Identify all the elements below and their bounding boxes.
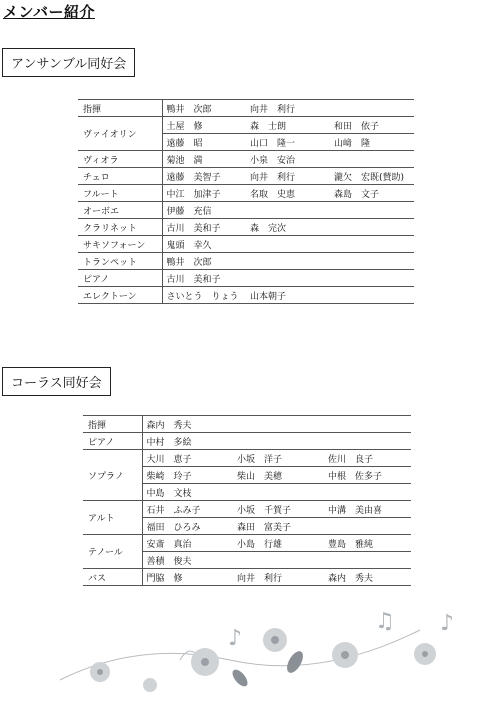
- member-name: [324, 518, 411, 535]
- member-name: [246, 202, 330, 219]
- flowers-and-music-notes-decoration: [0, 600, 480, 712]
- part-name: ヴィオラ: [78, 151, 162, 168]
- table-row: [78, 270, 414, 287]
- table-row: [78, 100, 414, 117]
- member-name: 山﨑 隆: [330, 134, 414, 151]
- part-name: アルト: [83, 501, 142, 535]
- part-name: チェロ: [78, 168, 162, 185]
- member-name: 菊池 満: [162, 151, 246, 168]
- member-name: 柴崎 玲子: [142, 467, 233, 484]
- member-name: 善積 俊夫: [142, 552, 233, 569]
- part-name: フルート: [78, 185, 162, 202]
- member-name: 古川 美和子: [162, 270, 246, 287]
- member-name: [324, 416, 411, 433]
- part-name: バス: [83, 569, 142, 586]
- member-name: 中村 多絵: [142, 433, 233, 450]
- member-name: 中江 加津子: [162, 185, 246, 202]
- member-name: 福田 ひろみ: [142, 518, 233, 535]
- ensemble-heading: アンサンブル同好会: [2, 48, 135, 77]
- part-name: クラリネット: [78, 219, 162, 236]
- member-name: 小島 行雄: [233, 535, 324, 552]
- member-name: 古川 美和子: [162, 219, 246, 236]
- member-name: 森田 富美子: [233, 518, 324, 535]
- member-name: 門脇 修: [142, 569, 233, 586]
- member-name: 大川 恵子: [142, 450, 233, 467]
- member-name: 向井 利行: [233, 569, 324, 586]
- svg-text:♪: ♪: [228, 626, 243, 651]
- member-name: [324, 433, 411, 450]
- member-name: [330, 236, 414, 253]
- ensemble-member-table: [78, 99, 414, 304]
- member-name: 伊藤 充信: [162, 202, 246, 219]
- member-name: 和田 依子: [330, 117, 414, 134]
- part-name: ピアノ: [78, 270, 162, 287]
- member-name: [330, 253, 414, 270]
- member-name: [330, 219, 414, 236]
- table-row: [78, 202, 414, 219]
- member-name: [330, 202, 414, 219]
- part-name: トランペット: [78, 253, 162, 270]
- member-name: 瀧欠 宏既(賛助): [330, 168, 414, 185]
- part-name: ピアノ: [83, 433, 142, 450]
- member-name: [233, 484, 324, 501]
- part-name: サキソフォーン: [78, 236, 162, 253]
- table-row: [83, 569, 411, 586]
- member-name: [246, 236, 330, 253]
- member-name: 安斎 真治: [142, 535, 233, 552]
- member-name: 土屋 修: [162, 117, 246, 134]
- part-name: オーボエ: [78, 202, 162, 219]
- table-row: [78, 287, 414, 304]
- page-title: メンバー紹介: [3, 3, 95, 21]
- member-name: [330, 151, 414, 168]
- member-name: 柴山 美穂: [233, 467, 324, 484]
- member-name: 小泉 安治: [246, 151, 330, 168]
- member-name: 森 士朗: [246, 117, 330, 134]
- member-name: [246, 253, 330, 270]
- member-name: 鬼頭 幸久: [162, 236, 246, 253]
- member-name: 遠藤 美智子: [162, 168, 246, 185]
- member-name: 中溝 美由喜: [324, 501, 411, 518]
- member-name: [233, 433, 324, 450]
- member-name: 中根 佐多子: [324, 467, 411, 484]
- member-name: 森島 文子: [330, 185, 414, 202]
- member-name: 森 完次: [246, 219, 330, 236]
- part-name: 指揮: [78, 100, 162, 117]
- member-name: [330, 270, 414, 287]
- table-row: [83, 416, 411, 433]
- member-name: [330, 287, 414, 304]
- table-row: [83, 501, 411, 518]
- member-name: 中島 文枝: [142, 484, 233, 501]
- member-name: 鴨井 次郎: [162, 253, 246, 270]
- svg-text:♫: ♫: [375, 609, 395, 634]
- table-row: [78, 117, 414, 134]
- member-name: [324, 552, 411, 569]
- member-name: 山本朝子: [246, 287, 330, 304]
- part-name: テノール: [83, 535, 142, 569]
- chorus-member-table: [83, 415, 411, 586]
- member-name: 佐川 良子: [324, 450, 411, 467]
- member-name: 鴨井 次郎: [162, 100, 246, 117]
- table-row: [78, 168, 414, 185]
- part-name: ヴァイオリン: [78, 117, 162, 151]
- member-name: 石井 ふみ子: [142, 501, 233, 518]
- member-name: [324, 484, 411, 501]
- member-name: [330, 100, 414, 117]
- member-name: 森内 秀夫: [324, 569, 411, 586]
- member-name: [233, 416, 324, 433]
- table-row: [78, 219, 414, 236]
- part-name: ソプラノ: [83, 450, 142, 501]
- table-row: [83, 535, 411, 552]
- table-row: [78, 151, 414, 168]
- member-name: [246, 270, 330, 287]
- member-name: 山口 隆一: [246, 134, 330, 151]
- member-name: さいとう りょう: [162, 287, 246, 304]
- table-row: [78, 185, 414, 202]
- chorus-heading: コーラス同好会: [2, 367, 111, 396]
- member-name: 小坂 洋子: [233, 450, 324, 467]
- part-name: エレクトーン: [78, 287, 162, 304]
- table-row: [83, 450, 411, 467]
- member-name: 向井 利行: [246, 100, 330, 117]
- member-name: 小坂 千賀子: [233, 501, 324, 518]
- member-name: 森内 秀夫: [142, 416, 233, 433]
- table-row: [83, 433, 411, 450]
- part-name: 指揮: [83, 416, 142, 433]
- member-name: 向井 利行: [246, 168, 330, 185]
- svg-text:♪: ♪: [440, 611, 455, 636]
- table-row: [78, 253, 414, 270]
- member-name: 遠藤 昭: [162, 134, 246, 151]
- member-name: [233, 552, 324, 569]
- member-name: 名取 史恵: [246, 185, 330, 202]
- member-name: 豊島 雅純: [324, 535, 411, 552]
- table-row: [78, 236, 414, 253]
